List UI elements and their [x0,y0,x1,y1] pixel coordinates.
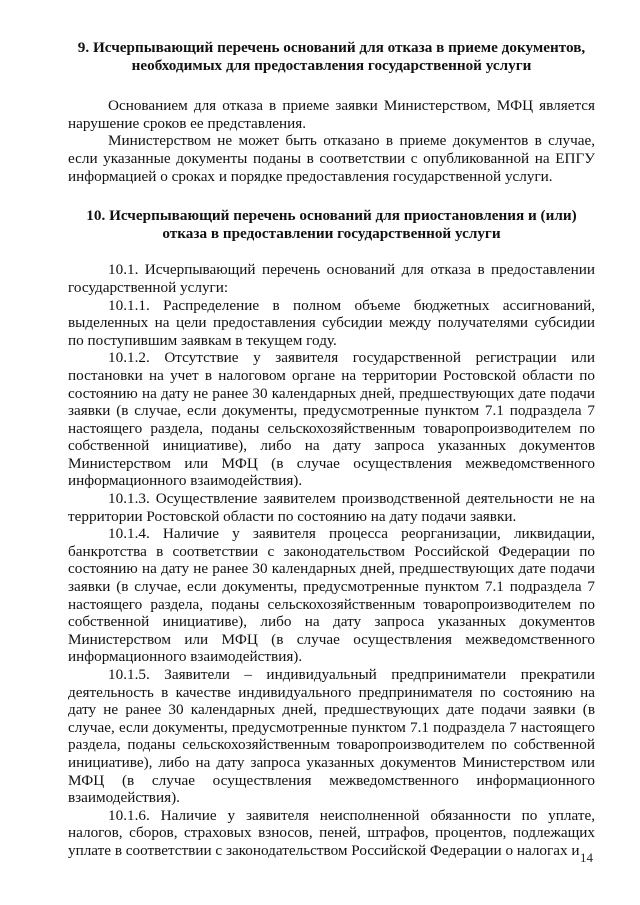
clause-10-1-2: 10.1.2. Отсутствие у заявителя государственной регистрации или постановки на учет в налоговом органе на территории Ростовской области по состоянию на дату не ранее 30 календарных дней, предшествующих дате подачи заявки (в случае, если документы, предусмотренные пунктом 7.1 подраздела 7 настоящего раздела, поданы сельскохозяйственным товаропроизводителем по собственной инициативе), либо на дату запроса указанных документов Министерством или МФЦ (в случае осуществления межведомственного информационного взаимодействия). [68,349,595,490]
section-10-heading-line-1: 10. Исчерпывающий перечень оснований для приостановления и (или) [86,207,577,225]
clause-10-1-1: 10.1.1. Распределение в полном объеме бюджетных ассигнований, выделенных на цели предоставления субсидии между получателями субсидии по поступившим заявкам в текущем году. [68,296,595,349]
section-10-heading-line-2: отказа в предоставлении государственной услуги [162,224,501,242]
clause-10-1-5: 10.1.5. Заявители – индивидуальный предприниматели прекратили деятельность в качестве индивидуального предпринимателя по состоянию на дату не ранее 30 календарных дней, предшествующих дате подачи заявки (в случае, если документы, предусмотренные пунктом 7.1 подраздела 7 настоящего раздела, поданы сельскохозяйственным товаропроизводителем по собственной инициативе), либо на дату запроса указанных документов Министерством или МФЦ (в случае осуществления межведомственного информационного взаимодействия). [68,666,595,807]
section-9-heading-line-1: 9. Исчерпывающий перечень оснований для отказа в приеме документов, [77,39,586,56]
section-9-heading [68,39,595,74]
page-number: 14 [580,850,593,865]
clause-10-1-3: 10.1.3. Осуществление заявителем производственной деятельности не на территории Ростовской области по состоянию на дату подачи заявки. [68,490,595,525]
section-9-paragraph-2: Министерством не может быть отказано в приеме документов в случае, если указанные документы поданы в соответствии с опубликованной на ЕПГУ информацией о сроках и порядке предоставления государственной услуги. [68,132,595,185]
section-10-heading [68,207,595,242]
clause-10-1-4: 10.1.4. Наличие у заявителя процесса реорганизации, ликвидации, банкротства в соответствии с законодательством Российской Федерации по состоянию на дату не ранее 30 календарных дней, предшествующих дате подачи заявки (в случае, если документы, предусмотренные пунктом 7.1 подраздела 7 настоящего раздела, поданы сельскохозяйственным товаропроизводителем по собственной инициативе), либо на дату запроса указанных документов Министерством или МФЦ (в случае осуществления межведомственного информационного взаимодействия). [68,525,595,666]
clause-10-1: 10.1. Исчерпывающий перечень оснований для отказа в предоставлении государственной услуги: [68,261,595,296]
clause-10-1-6: 10.1.6. Наличие у заявителя неисполненной обязанности по уплате, налогов, сборов, страховых взносов, пеней, штрафов, процентов, подлежащих уплате в соответствии с законодательством Российской Федерации о налогах и [68,806,595,859]
document-page [68,30,595,860]
section-9-heading-line-2: необходимых для предоставления государственной услуги [131,56,532,74]
section-9-paragraph-1: Основанием для отказа в приеме заявки Министерством, МФЦ является нарушение сроков ее представления. [68,97,595,132]
